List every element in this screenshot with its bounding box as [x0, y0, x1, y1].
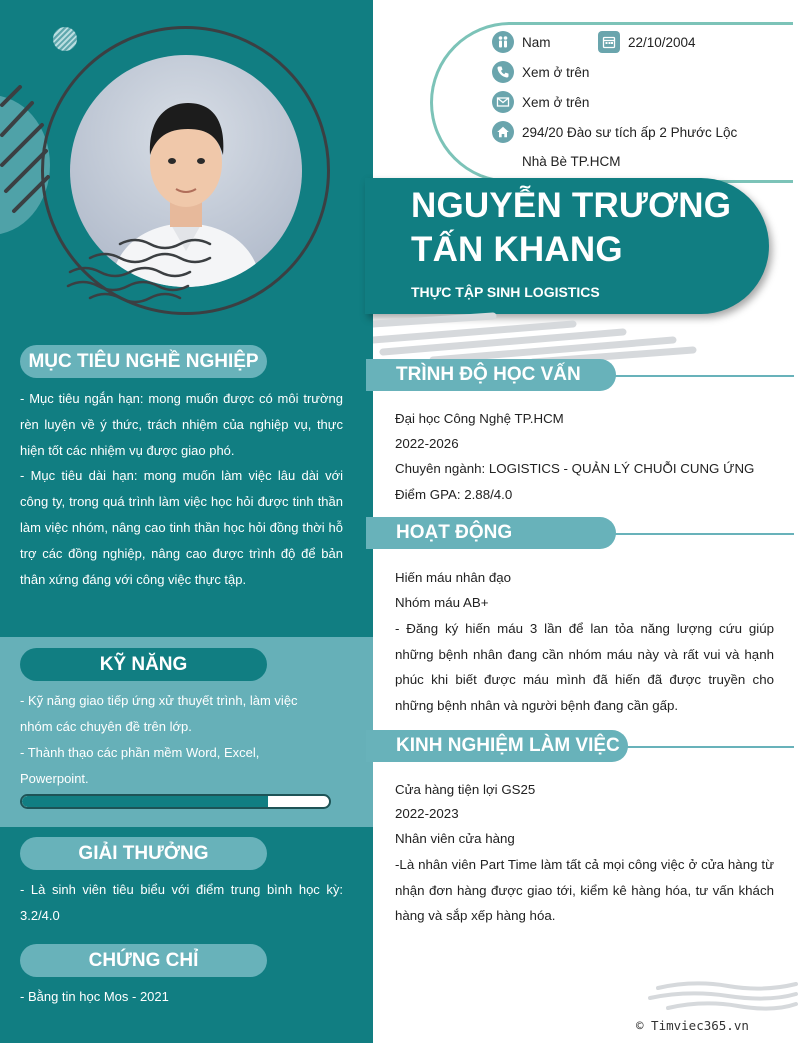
experience-position: Nhân viên cửa hàng	[395, 831, 515, 846]
activities-divider	[614, 533, 794, 535]
education-school: Đại học Công Nghệ TP.HCM	[395, 411, 564, 426]
education-divider	[614, 375, 794, 377]
watermark: © Timviec365.vn	[636, 1018, 749, 1033]
objective-long-term: - Mục tiêu dài hạn: mong muốn làm việc lâu dài với công ty, trong quá trình làm việc học hỏi được tinh thần làm việc nhóm, nâng cao tinh thần học hỏi đồng thời hỗ trợ các đồng nghiệp, nâng cao được trình độ để bản thân xứng đáng với công việc thực tập.	[20, 468, 343, 587]
experience-divider	[626, 746, 794, 748]
activity-blood-group: Nhóm máu AB+	[395, 595, 489, 610]
home-icon	[492, 121, 514, 143]
address-line-1: 294/20 Đào sư tích ấp 2 Phước Lộc	[522, 124, 738, 140]
contact-email	[492, 91, 589, 113]
contact-address	[492, 121, 737, 143]
education-major: Chuyên ngành: LOGISTICS - QUẢN LÝ CHUỖI CUNG ỨNG	[395, 461, 755, 476]
contact-phone	[492, 61, 589, 83]
objective-heading: MỤC TIÊU NGHỀ NGHIỆP	[20, 345, 267, 378]
education-years: 2022-2026	[395, 436, 459, 451]
calendar-icon	[598, 31, 620, 53]
education-heading: TRÌNH ĐỘ HỌC VẤN	[366, 359, 616, 391]
contact-birthdate	[598, 31, 696, 53]
full-name-line-2: TẤN KHANG	[411, 230, 623, 269]
activity-name: Hiến máu nhân đạo	[395, 570, 512, 585]
contact-gender	[492, 31, 551, 53]
experience-description: -Là nhân viên Part Time làm tất cả mọi công việc ở cửa hàng từ nhận đơn hàng được giao tới, kiểm kê hàng hóa, tư vấn khách hàng và sắp xếp hàng hóa.	[395, 857, 774, 923]
awards-heading: GIẢI THƯỞNG	[20, 837, 267, 870]
email-value: Xem ở trên	[522, 94, 590, 110]
job-title: THỰC TẬP SINH LOGISTICS	[411, 284, 600, 300]
contact-address-2	[522, 154, 621, 169]
envelope-icon	[492, 91, 514, 113]
phone-value: Xem ở trên	[522, 64, 590, 80]
decorative-dot	[53, 27, 77, 51]
certificates-heading: CHỨNG CHỈ	[20, 944, 267, 977]
people-icon	[492, 31, 514, 53]
left-column	[0, 0, 373, 1043]
experience-heading: KINH NGHIỆM LÀM VIỆC	[366, 730, 628, 762]
address-line-2: Nhà Bè TP.HCM	[522, 154, 621, 169]
certificates-item-1: - Bằng tin học Mos - 2021	[20, 989, 169, 1004]
experience-years: 2022-2023	[395, 806, 459, 821]
education-gpa: Điểm GPA: 2.88/4.0	[395, 487, 513, 502]
skills-item-1: - Kỹ năng giao tiếp ứng xử thuyết trình, làm việc nhóm các chuyên đề trên lớp.	[20, 693, 298, 734]
activities-heading: HOẠT ĐỘNG	[366, 517, 616, 549]
decorative-footer-waves	[648, 978, 798, 1018]
activity-description: - Đăng ký hiến máu 3 lần để lan tỏa năng lượng cứu giúp những bệnh nhân đang cần nhóm máu này và rất vui và hạnh phúc khi biết được máu mình đã hiến đã được truyền cho những bệnh nhân và người bệnh đang cần gấp.	[395, 621, 774, 713]
experience-company: Cửa hàng tiện lợi GS25	[395, 782, 536, 797]
objective-short-term: - Mục tiêu ngắn hạn: mong muốn được có môi trường rèn luyện về ý thức, trách nhiệm của nghiệp vụ, thực hiện tốt các nhiệm vụ được giao phó.	[20, 391, 343, 458]
gender-value: Nam	[522, 34, 551, 50]
decorative-wavy-lines	[60, 230, 230, 310]
skill-level-fill	[22, 796, 268, 807]
name-banner	[365, 178, 769, 314]
phone-icon	[492, 61, 514, 83]
skills-item-2: - Thành thạo các phần mềm Word, Excel, Powerpoint.	[20, 745, 260, 786]
skills-heading: KỸ NĂNG	[20, 648, 267, 681]
birthdate-value: 22/10/2004	[628, 34, 696, 50]
awards-item-1: - Là sinh viên tiêu biểu với điểm trung bình học kỳ: 3.2/4.0	[20, 882, 343, 923]
skill-level-bar	[20, 794, 331, 809]
full-name-line-1: NGUYỄN TRƯƠNG	[411, 186, 732, 225]
